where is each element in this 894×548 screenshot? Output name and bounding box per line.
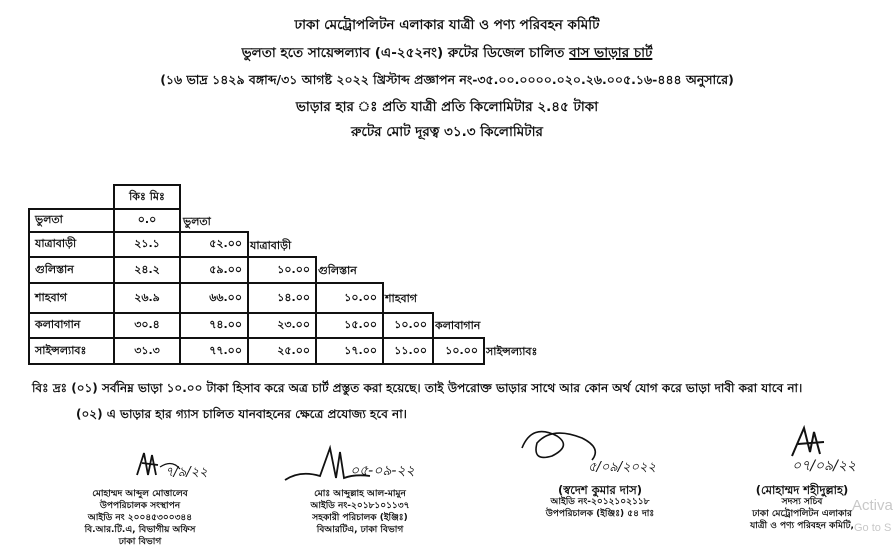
fare-cell: ৭৪.০০ — [179, 312, 249, 339]
stop-name: যাত্রাবাড়ী — [28, 231, 115, 258]
activation-watermark-line-2: Go to S — [854, 522, 892, 534]
fare-cell: ৫২.০০ — [179, 231, 249, 258]
stop-name: সাইন্সল্যাবঃ — [28, 337, 115, 365]
signatory-line: আইডি নং-২০১২১০২১১৮ — [550, 497, 650, 507]
fare-chart-label: বাস ভাড়ার চার্ট — [569, 45, 653, 61]
fare-cell: ১৭.০০ — [315, 337, 384, 365]
signatory-name: (স্বদেশ কুমার দাস) — [557, 483, 643, 497]
fare-cell: ১০.০০ — [382, 312, 434, 339]
signatory-line: ঢাকা বিভাগ — [118, 537, 162, 547]
signatory-line: আইডি নং-২০১৮১০১১৩৭ — [310, 501, 410, 511]
signatory-name: মোঃ আব্দুল্লাহ আল-মামুন — [314, 489, 406, 499]
km-value: ২১.১ — [113, 231, 181, 258]
signatory-line: উপপরিচালক সংস্থাপন — [99, 501, 181, 511]
note-line-1: বিঃ দ্রঃ (০১) সর্বনিম্ন ভাড়া ১০.০০ টাকা হিসাব করে অত্র চার্ট প্রস্তুত করা হয়েছে। তাই উপরোক্ত ভাড়ার সাথে আর কোন অর্থ যোগ করে ভাড়া দাবী করা যাবে না। — [32, 381, 803, 395]
signature-3-date: ৫/০৯/২০২২ — [588, 460, 656, 475]
signatory-line: সহকারী পরিচালক (ইঞ্জিঃ) — [312, 513, 408, 523]
signatory-name: (মোহাম্মদ শহীদুল্লাহ) — [755, 483, 849, 497]
signature-block-3 — [505, 484, 695, 520]
route-title — [0, 42, 894, 65]
signatory-line: বিআরটিএ, ঢাকা বিভাগ — [316, 525, 404, 535]
gazette-reference: (১৬ ভাদ্র ১৪২৯ বঙ্গাব্দ/৩১ আগষ্ট ২০২২ খ্রিস্টাব্দ প্রজ্ঞাপন নং-৩৫.০০.০০০০.০২০.২৬.০০৫.১৬-৪৪৪ অনুসারে) — [160, 72, 734, 87]
stop-name: কলাবাগান — [28, 312, 115, 339]
fare-cell: ১০.০০ — [315, 282, 384, 314]
signatory-line: সদস্য সচিব — [781, 497, 823, 507]
diagonal-stop-label: কলাবাগান — [435, 319, 481, 332]
diagonal-stop-label: সাইন্সল্যাবঃ — [486, 345, 538, 358]
fare-cell: ৬৬.০০ — [179, 282, 249, 314]
km-value: ০.০ — [113, 208, 181, 233]
signatory-line: আইডি নং ২০০৪৫৩০০৩৪৪ — [87, 513, 193, 523]
fare-cell: ৭৭.০০ — [179, 337, 249, 365]
signature-block-2 — [270, 488, 450, 536]
stop-name: ভুলতা — [28, 208, 115, 233]
diagonal-stop-label: যাত্রাবাড়ী — [250, 239, 292, 252]
stop-name: গুলিস্তান — [28, 256, 115, 284]
diagonal-stop-label: ভুলতা — [183, 215, 211, 228]
signatory-line: উপপরিচালক (ইঞ্জিঃ) ৫৪ দাঃ — [545, 509, 655, 519]
signature-1-date: ৭/৯/২২ — [165, 465, 208, 480]
route-distance: রুটের মোট দূরত্ব ৩১.৩ কিলোমিটার — [351, 124, 543, 140]
stop-name: শাহবাগ — [28, 282, 115, 314]
fare-cell: ২৫.০০ — [247, 337, 317, 365]
fare-cell: ১৫.০০ — [315, 312, 384, 339]
committee-title: ঢাকা মেট্রোপলিটন এলাকার যাত্রী ও পণ্য পরিবহন কমিটি — [294, 17, 600, 33]
signatory-line: যাত্রী ও পণ্য পরিবহন কমিটি, — [750, 521, 854, 531]
signatory-line: বি.আর.টি.এ, বিভাগীয় অফিস — [84, 525, 196, 535]
note-line-2: (০২) এ ভাড়ার হার গ্যাস চালিত যানবাহনের ক্ষেত্রে প্রযোজ্য হবে না। — [76, 407, 407, 421]
signature-block-1 — [50, 488, 230, 548]
km-header: কিঃ মিঃ — [113, 184, 181, 210]
signatory-line: ঢাকা মেট্রোপলিটন এলাকার — [752, 509, 852, 519]
diagonal-stop-label: গুলিস্তান — [318, 264, 357, 277]
fare-cell: ১০.০০ — [432, 337, 485, 365]
route-prefix: ভুলতা হতে সায়েন্সল্যাব (এ-২৫২নং) রুটের ডিজেল চালিত — [241, 45, 570, 61]
km-value: ২৪.২ — [113, 256, 181, 284]
km-value: ৩০.৪ — [113, 312, 181, 339]
fare-cell: ৫৯.০০ — [179, 256, 249, 284]
fare-cell: ১১.০০ — [382, 337, 434, 365]
fare-cell: ১৪.০০ — [247, 282, 317, 314]
signature-2-date: ০৫-০৯-২২ — [350, 463, 415, 479]
signature-4-date: ০৭/০৯/২২ — [792, 458, 857, 474]
fare-rate: ভাড়ার হার ঃ প্রতি যাত্রী প্রতি কিলোমিটার ২.৪৫ টাকা — [295, 99, 599, 115]
signatory-name: মোহাম্মদ আব্দুল মোত্তালেব — [92, 489, 188, 499]
fare-cell: ২৩.০০ — [247, 312, 317, 339]
km-value: ২৬.৯ — [113, 282, 181, 314]
km-value: ৩১.৩ — [113, 337, 181, 365]
activation-watermark-line-1: Activa — [852, 497, 893, 514]
diagonal-stop-label: শাহবাগ — [385, 292, 417, 305]
fare-cell: ১০.০০ — [247, 256, 317, 284]
